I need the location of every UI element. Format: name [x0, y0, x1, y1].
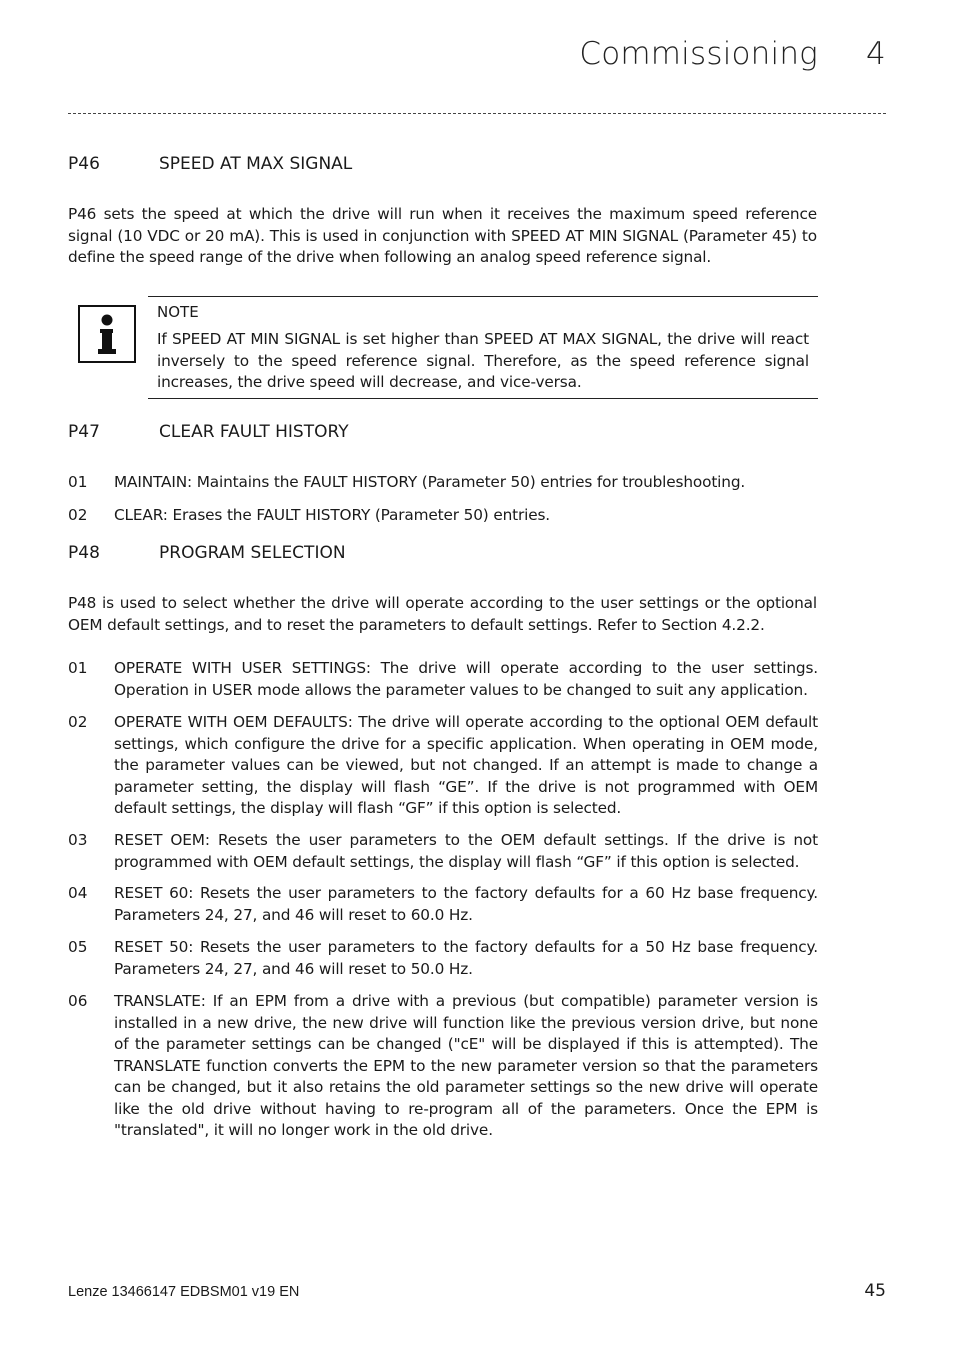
list-item-number: 04: [68, 884, 88, 902]
p46-title: SPEED AT MAX SIGNAL: [159, 154, 353, 174]
list-item-number: 01: [68, 659, 88, 677]
note-label: NOTE: [157, 303, 199, 321]
list-item-number: 05: [68, 938, 88, 956]
p48-title: PROGRAM SELECTION: [159, 543, 346, 563]
page-number: 45: [864, 1281, 886, 1301]
p48-description: P48 is used to select whether the drive will operate according to the user settings or the optional OEM default settings, and to reset the parameters to default settings. Refer to Section 4.2.2.: [68, 594, 817, 634]
list-item-number: 06: [68, 992, 88, 1010]
chapter-number: 4: [866, 36, 886, 72]
list-item-number: 03: [68, 831, 88, 849]
list-item: OPERATE WITH OEM DEFAULTS: The drive will operate according to the optional OEM default settings, which configure the drive for a specific application. When operating in OEM mode, the parameter values can be viewed, but not changed. If an attempt is made to change a parameter setting, the display will flash “GE”. If the drive is not programmed with OEM default settings, the display will flash “GF” if this option is selected.: [114, 713, 818, 817]
list-item: RESET 60: Resets the user parameters to the factory defaults for a 60 Hz base frequency. Parameters 24, 27, and 46 will reset to 60.0 Hz.: [114, 884, 818, 924]
note-bottom-rule: [148, 398, 818, 399]
chapter-title: Commissioning: [579, 36, 818, 72]
footer-document-id: Lenze 13466147 EDBSM01 v19 EN: [68, 1284, 300, 1300]
list-item-number: 01: [68, 473, 88, 491]
list-item: RESET 50: Resets the user parameters to the factory defaults for a 50 Hz base frequency. Parameters 24, 27, and 46 will reset to 50.0 Hz.: [114, 938, 818, 978]
p46-description: P46 sets the speed at which the drive will run when it receives the maximum speed reference signal (10 VDC or 20 mA). This is used in conjunction with SPEED AT MIN SIGNAL (Parameter 45) to define the speed range of the drive when following an analog speed reference signal.: [68, 205, 817, 266]
p47-code: P47: [68, 422, 100, 442]
p46-code: P46: [68, 154, 100, 174]
info-icon: [78, 305, 136, 363]
header-divider: [68, 113, 886, 114]
list-item-number: 02: [68, 713, 88, 731]
list-item: CLEAR: Erases the FAULT HISTORY (Parameter 50) entries.: [114, 506, 551, 524]
p48-code: P48: [68, 543, 100, 563]
list-item-number: 02: [68, 506, 88, 524]
note-text: If SPEED AT MIN SIGNAL is set higher than SPEED AT MAX SIGNAL, the drive will react inversely to the speed reference signal. Therefore, as the speed reference signal increases, the drive speed will decrease, and vice-versa.: [157, 330, 809, 391]
p47-title: CLEAR FAULT HISTORY: [159, 422, 349, 442]
list-item: RESET OEM: Resets the user parameters to the OEM default settings. If the drive is not programmed with OEM default settings, the display will flash “GF” if this option is selected.: [114, 831, 818, 871]
list-item: TRANSLATE: If an EPM from a drive with a previous (but compatible) parameter version is installed in a new drive, the new drive will function like the previous version drive, but none of the parameter settings can be changed ("cE" will be displayed if this is attempted). The TRANSLATE function converts the EPM to the new parameter version so that the parameters can be changed, but it also retains the old parameter settings so the new drive will operate like the old drive without having to re-program all of the parameters. Once the EPM is "translated", it will no longer work in the old drive.: [114, 992, 818, 1139]
list-item: OPERATE WITH USER SETTINGS: The drive will operate according to the user settings. Operation in USER mode allows the parameter values to be changed to suit any application.: [114, 659, 818, 699]
note-top-rule: [148, 296, 818, 297]
list-item: MAINTAIN: Maintains the FAULT HISTORY (Parameter 50) entries for troubleshooting.: [114, 473, 746, 491]
